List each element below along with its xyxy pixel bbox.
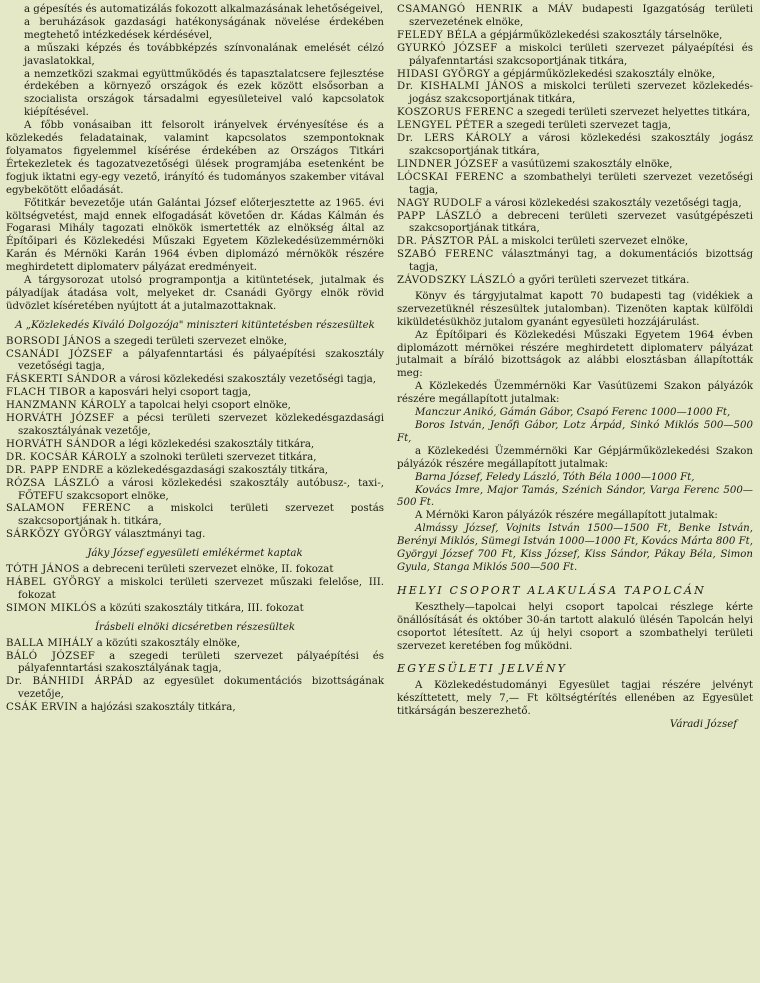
awardee-name: BALLA MIHÁLY <box>6 637 94 649</box>
vehicle-awards-intro: a Közlekedési Üzemmérnöki Kar Gépjárműközlekedési Szakon pályázók részére megállapított jutalmak: <box>397 445 753 470</box>
award-entry <box>397 211 753 237</box>
awardee-role: a légi közlekedési szakosztály titkára, <box>119 438 315 450</box>
awardee-name: BORSODI JÁNOS <box>6 335 102 347</box>
awardee-role: a debreceni területi szervezet elnöke, II. fokozat <box>83 564 334 576</box>
award-heading-ministerial: A „Közlekedés Kiváló Dolgozója" miniszteri kitüntetésben részesültek <box>15 319 375 331</box>
awardee-name: HÁBEL GYÖRGY <box>6 576 101 588</box>
awardee-name: HIDASI GYÖRGY <box>397 68 491 80</box>
railway-awards-list: Manczur Anikó, Gámán Gábor, Csapó Ferenc 1000—1000 Ft, <box>415 407 731 419</box>
awardee-name: CSÁK ERVIN <box>6 702 79 714</box>
award-entry <box>6 603 384 616</box>
award-entry <box>6 503 384 529</box>
awardee-name: PAPP LÁSZLÓ <box>397 210 482 222</box>
award-entry <box>397 172 753 198</box>
vehicle-awards-list: Kovács Imre, Major Tamás, Szénich Sándor, Varga Ferenc 500—500 Ft. <box>397 484 753 509</box>
awardee-role: a miskolci területi szervezet műszaki felelőse, III. fokozat <box>18 576 385 601</box>
awardee-role: a közlekedésgazdasági szakosztály titkára, <box>107 464 329 476</box>
awardee-role: a gépjárműközlekedési szakosztály társelnöke, <box>480 29 723 41</box>
award-entry <box>397 43 753 69</box>
awardee-name: Dr. LERS KÁROLY <box>397 133 512 145</box>
section-text-badge: A Közlekedéstudományi Egyesület tagjai részére jelvényt készíttetett, mely 7,— Ft költségtérítés ellenében az Egyesület titkárságán beszerezhető. <box>397 680 753 718</box>
award-entry <box>397 198 753 211</box>
section-title-badge: EGYESÜLETI JELVÉNY <box>397 662 568 676</box>
awardee-name: Dr. KISHALMI JÁNOS <box>397 81 525 93</box>
awardee-name: SIMON MIKLÓS <box>6 602 97 614</box>
award-entry <box>6 336 384 349</box>
intro-paragraph: A főbb vonásaiban itt felsorolt irányelvek érvényesítése és a közlekedés feladatainak, valamint kapcsolatos szempontoknak folyamatos figyelemmel kísérése érdekében az Országos Titkári Értekezletek és tagozatvezetőségi ülések programjába esetenként be fogjuk iktatni egy-egy vezető, irányító és tudományos szakember vitával egybekötött előadását. <box>6 120 384 196</box>
award-entry <box>6 564 384 577</box>
awardee-role: a közúti szakosztály elnöke, <box>96 637 241 649</box>
awardee-role: a szolnoki területi szervezet titkára, <box>130 451 317 463</box>
award-entry <box>6 452 384 465</box>
book-award-paragraph: Könyv és tárgyjutalmat kapott 70 budapesti tag (vidékiek a szervezetüknél részesültek jutalomban). Tizenöten kaptak külföldi kiküldetésükhöz jutalom gyanánt egyesületi hozzájárulást. <box>397 290 753 328</box>
awardee-role: a szegedi területi szervezet tagja, <box>496 120 671 132</box>
award-entry <box>6 374 384 387</box>
awardee-name: FELEDY BÉLA <box>397 29 478 41</box>
awardee-name: DR. KOCSÁR KÁROLY <box>6 451 128 463</box>
awardee-name: FLACH TIBOR <box>6 387 87 399</box>
awardee-role: a szombathelyi területi szervezet vezetőségi tagja, <box>409 171 753 196</box>
awardee-name: SZABÓ FERENC <box>397 249 494 261</box>
awardee-name: RÓZSA LÁSZLÓ <box>6 477 100 489</box>
awardee-role: a miskolci területi szervezet pályaépítési és pályafenntartási szakcsoportjának titkára, <box>409 42 753 67</box>
intro-item: a gépesítés és automatizálás fokozott alkalmazásának lehetőségeivel, <box>24 4 384 15</box>
awardee-name: KOSZORUS FERENC <box>397 107 514 119</box>
awardee-name: DR. PAPP ENDRE <box>6 464 104 476</box>
award-heading-jaky: Jáky József egyesületi emlékérmet kaptak <box>87 548 303 560</box>
awardee-name: FÁSKERTI SÁNDOR <box>6 374 117 386</box>
awardee-role: a szegedi területi szervezet elnöke, <box>104 335 287 347</box>
awardee-role: a közúti szakosztály titkára, III. fokozat <box>100 602 304 614</box>
award-entry <box>397 249 753 275</box>
awardee-role: a városi közlekedési szakosztály jogász szakcsoportjának titkára, <box>409 133 754 157</box>
award-entry <box>397 30 753 43</box>
awardee-role: választmányi tag, a dokumentációs bizottság tagja, <box>409 249 753 274</box>
awardee-name: BÁLÓ JÓZSEF <box>6 650 96 662</box>
right-column <box>397 4 753 732</box>
section-title-tapolca: HELYI CSOPORT ALAKULÁSA TAPOLCÁN <box>397 583 706 597</box>
awardee-role: a MÁV budapesti Igazgatóság területi szervezetének elnöke, <box>409 4 753 28</box>
awardee-name: HORVÁTH JÓZSEF <box>6 413 115 425</box>
awardee-name: ZÁVODSZKY LÁSZLÓ <box>397 275 516 287</box>
awardee-role: a szegedi területi szervezet pályaépítési és pályafenntartási szakosztályának tagja, <box>18 650 384 675</box>
award-entry <box>397 4 753 30</box>
award-list-praise-continued <box>397 4 753 288</box>
awardee-role: a kaposvári helyi csoport tagja, <box>89 387 252 399</box>
awardee-role: a szegedi területi szervezet helyettes titkára, <box>517 107 751 119</box>
awardee-name: LENGYEL PÉTER <box>397 120 494 132</box>
awardee-name: NAGY RUDOLF <box>397 197 483 209</box>
awardee-name: LINDNER JÓZSEF <box>397 158 499 170</box>
awardee-role: a városi közlekedési szakosztály vezetőségi tagja, <box>485 197 742 209</box>
awardee-role: a hajózási szakosztály titkára, <box>81 702 236 714</box>
awardee-name: GYURKÓ JÓZSEF <box>397 42 498 54</box>
awardee-role: a debreceni területi szervezet vasútgépészeti szakcsoportjának titkára, <box>409 210 754 235</box>
intro-item: a műszaki képzés és továbbképzés színvonalának emelését célzó javaslatokkal, <box>24 42 384 67</box>
award-heading-praise: Írásbeli elnöki dicséretben részesültek <box>94 621 296 633</box>
awardee-name: SÁRKÖZY GYÖRGY <box>6 529 112 541</box>
awardee-role: a miskolci területi szervezet postás szakcsoportjának h. titkára, <box>18 503 384 528</box>
awardee-role: választmányi tag. <box>114 529 206 541</box>
awardee-name: TÓTH JÁNOS <box>6 564 80 576</box>
awardee-role: a miskolci területi szervezet elnöke, <box>502 236 689 248</box>
awardee-name: HORVÁTH SÁNDOR <box>6 438 116 450</box>
diploma-paragraph: Az Építőipari és Közlekedési Műszaki Egyetem 1964 évben diplomázott mérnökei részére meghirdetett diplomaterv pályázat jutalmait a bíráló bizottságok az alábbi elosztásban állapították meg: <box>397 329 753 380</box>
award-list-praise <box>6 638 384 715</box>
award-entry <box>6 676 384 702</box>
awardee-name: LÓCSKAI FERENC <box>397 171 505 183</box>
award-entry <box>6 651 384 677</box>
awardee-name: HANZMANN KÁROLY <box>6 400 127 412</box>
award-entry <box>6 702 384 715</box>
award-entry <box>6 387 384 400</box>
award-entry <box>397 159 753 172</box>
railway-awards-intro: A Közlekedés Üzemmérnöki Kar Vasútüzemi Szakon pályázók részére megállapított jutalmak: <box>397 381 753 406</box>
awardee-role: az egyesület dokumentációs bizottságának vezetője, <box>18 676 385 701</box>
award-entry <box>397 69 753 82</box>
award-list-ministerial <box>6 336 384 543</box>
intro-item: a beruházások gazdasági hatékonyságának növelése érdekében megtehető intézkedések kérdésével, <box>24 16 384 41</box>
award-entry <box>397 275 753 288</box>
award-entry <box>397 120 753 133</box>
awardee-role: a városi közlekedési szakosztály autóbusz-, taxi-, FŐTEFU szakcsoport elnöke, <box>18 477 384 502</box>
author-signature: Váradi József <box>669 719 737 731</box>
awardee-name: CSANÁDI JÓZSEF <box>6 348 113 360</box>
awardee-name: Dr. BÁNHIDI ÁRPÁD <box>6 676 134 688</box>
vehicle-awards-list: Barna József, Feledy László, Tóth Béla 1000—1000 Ft, <box>415 471 695 483</box>
award-entry <box>397 133 753 159</box>
award-entry <box>6 577 384 603</box>
award-entry <box>6 529 384 542</box>
awardee-role: a győri területi szervezet titkára. <box>518 275 690 287</box>
awardee-role: a miskolci területi szervezet közlekedés-jogász szakcsoportjának titkára, <box>409 81 753 106</box>
awardee-role: a tapolcai helyi csoport elnöke, <box>129 400 291 412</box>
intro-paragraph: A tárgysorozat utolsó programpontja a kitüntetések, jutalmak és pályadíjak átadása volt, melyeket dr. Csanádi György elnök rövid üdvözlet kíséretében nyújtott át a jutalmazottaknak. <box>6 275 384 312</box>
award-entry <box>397 81 753 107</box>
award-entry <box>397 107 753 120</box>
intro-paragraph: Főtitkár bevezetője után Galántai József előterjesztette az 1965. évi költségvetést, majd ennek elfogadását követően dr. Kádas Kálmán és Fogarasi Mihály tagozati elnökök ismertették az elnökség által az Építőipari és Közlekedési Műszaki Egyetem Közlekedésüzemmérnöki Karán és Mérnöki Karán 1964 évben diplomázó mérnökök részére meghirdetett diplomaterv pályázat eredményeit. <box>6 197 384 274</box>
award-entry <box>6 439 384 452</box>
engineering-awards-list: Almássy József, Vojnits István 1500—1500 Ft, Benke István, Berényi Miklós, Sümegi István 1000—1000 Ft, Kovács Márta 800 Ft, Györgyi József 700 Ft, Kiss József, Kiss Sándor, Pákay Béla, Simon Gyula, Stanga Miklós 500—500 Ft. <box>397 523 753 573</box>
awardee-name: CSAMANGÓ HENRIK <box>397 4 523 15</box>
awardee-role: a vasútüzemi szakosztály elnöke, <box>501 158 673 170</box>
award-entry <box>6 465 384 478</box>
award-entry <box>6 349 384 375</box>
awardee-name: SALAMON FERENC <box>6 503 131 515</box>
awardee-name: DR. PÁSZTOR PÁL <box>397 236 499 248</box>
award-entry <box>397 236 753 249</box>
intro-item: a nemzetközi szakmai együttműködés és tapasztalatcsere fejlesztése érdekében a környező országok és ezek között elsősorban a szocialista országok társadalmi egyesületeivel való kapcsolatok kiépítésével. <box>24 68 384 119</box>
award-entry <box>6 400 384 413</box>
awardee-role: a pályafenntartási és pályaépítési szakosztály vezetőségi tagja, <box>18 348 384 373</box>
engineering-awards-intro: A Mérnöki Karon pályázók részére megállapított jutalmak: <box>415 510 718 522</box>
railway-awards-list: Boros István, Jenőfi Gábor, Lotz Árpád, Sinkó Miklós 500—500 Ft, <box>397 420 753 444</box>
award-entry <box>6 638 384 651</box>
section-text-tapolca: Keszthely—tapolcai helyi csoport tapolcai részlege kérte önállósítását és október 30-án tartott alakuló ülésén Tapolcán helyi csoportot létesített. Az új helyi csoport a szombathelyi területi szervezet keretében fog működni. <box>397 601 753 652</box>
awardee-role: a gépjárműközlekedési szakosztály elnöke, <box>493 68 716 80</box>
award-entry <box>6 413 384 439</box>
awardee-role: a pécsi területi szervezet közlekedésgazdasági szakosztályának vezetője, <box>18 413 384 437</box>
award-list-jaky <box>6 564 384 616</box>
left-column <box>6 4 384 715</box>
award-entry <box>6 478 384 504</box>
awardee-role: a városi közlekedési szakosztály vezetőségi tagja, <box>119 374 376 386</box>
